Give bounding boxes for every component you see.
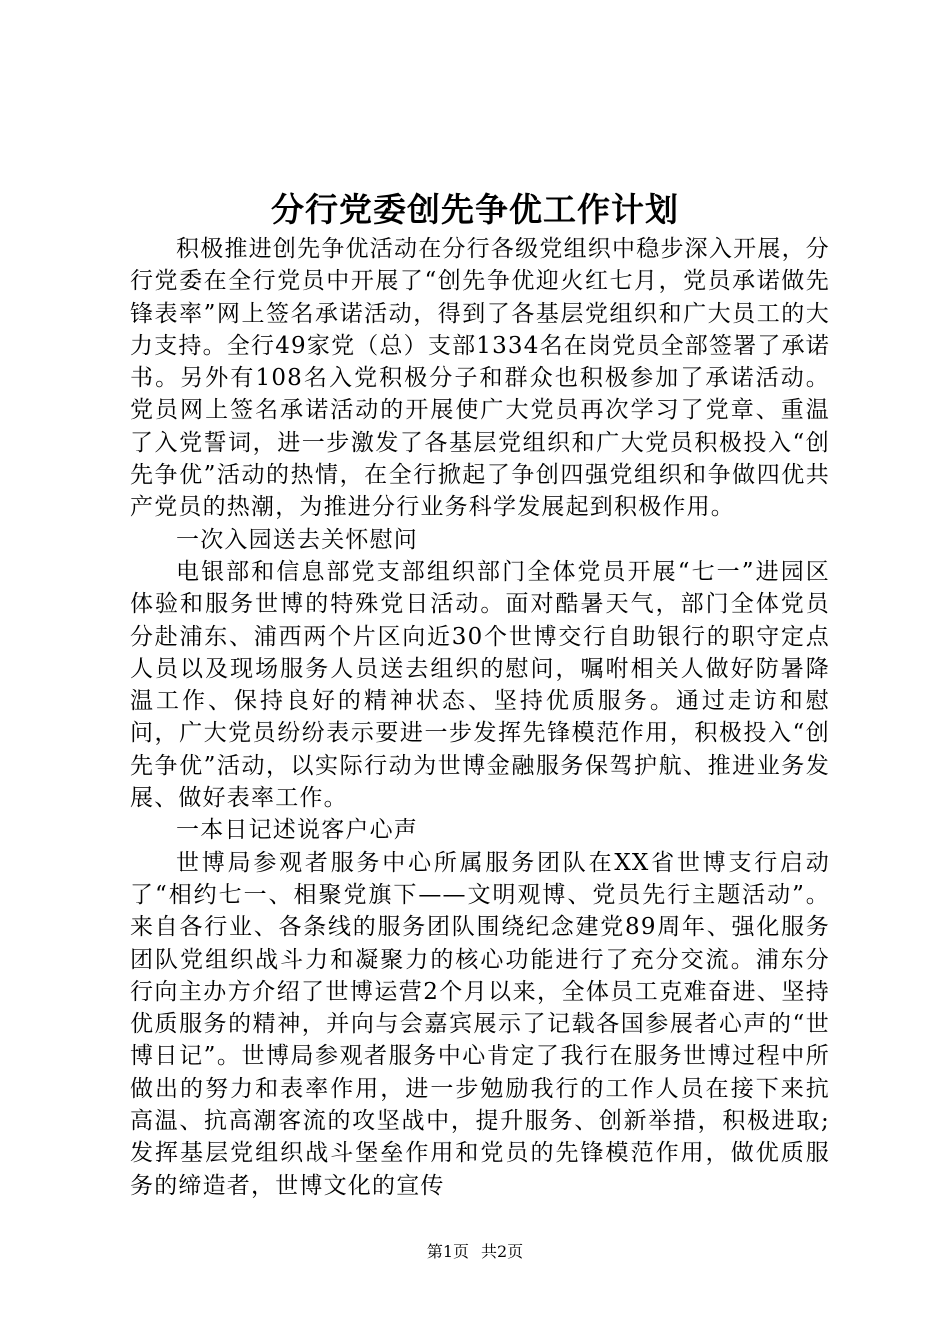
section-heading-diary: 一本日记述说客户心声 <box>176 817 418 844</box>
page-footer <box>0 1240 950 1264</box>
paragraph-visit: 电银部和信息部党支部组织部门全体党员开展“七一”进园区体验和服务世博的特殊党日活动。面对酷暑天气，部门全体党员分赴浦东、浦西两个片区向近30个世博交行自助银行的职守定点人员以及现场服务人员送去组织的慰问，嘱咐相关人做好防暑降温工作、保持良好的精神状态、坚持优质服务。通过走访和慰问，广大党员纷纷表示要进一步发挥先锋模范作用，积极投入“创先争优”活动，以实际行动为世博金融服务保驾护航、推进业务发展、做好表率工作。 <box>130 558 830 812</box>
document-title: 分行党委创先争优工作计划 <box>271 190 679 229</box>
document-body <box>130 233 830 1202</box>
page-number: 第1页 <box>426 1242 469 1261</box>
section-heading-visit: 一次入园送去关怀慰问 <box>176 526 418 553</box>
paragraph-intro: 积极推进创先争优活动在分行各级党组织中稳步深入开展，分行党委在全行党员中开展了“创先争优迎火红七月，党员承诺做先锋表率”网上签名承诺活动，得到了各基层党组织和广大员工的大力支持。全行49家党（总）支部1334名在岗党员全部签署了承诺书。另外有108名入党积极分子和群众也积极参加了承诺活动。党员网上签名承诺活动的开展使广大党员再次学习了党章、重温了入党誓词，进一步激发了各基层党组织和广大党员积极投入“创先争优”活动的热情，在全行掀起了争创四强党组织和争做四优共产党员的热潮，为推进分行业务科学发展起到积极作用。 <box>130 236 830 521</box>
page-total: 共2页 <box>481 1242 524 1261</box>
paragraph-diary: 世博局参观者服务中心所属服务团队在XX省世博支行启动了“相约七一、相聚党旗下——文明观博、党员先行主题活动”。来自各行业、各条线的服务团队围绕纪念建党89周年、强化服务团队党组织战斗力和凝聚力的核心功能进行了充分交流。浦东分行向主办方介绍了世博运营2个月以来，全体员工克难奋进、坚持优质服务的精神，并向与会嘉宾展示了记载各国参展者心声的“世博日记”。世博局参观者服务中心肯定了我行在服务世博过程中所做出的努力和表率作用，进一步勉励我行的工作人员在接下来抗高温、抗高潮客流的攻坚战中，提升服务、创新举措，积极进取;发挥基层党组织战斗堡垒作用和党员的先锋模范作用，做优质服务的缔造者，世博文化的宣传 <box>130 849 830 1199</box>
